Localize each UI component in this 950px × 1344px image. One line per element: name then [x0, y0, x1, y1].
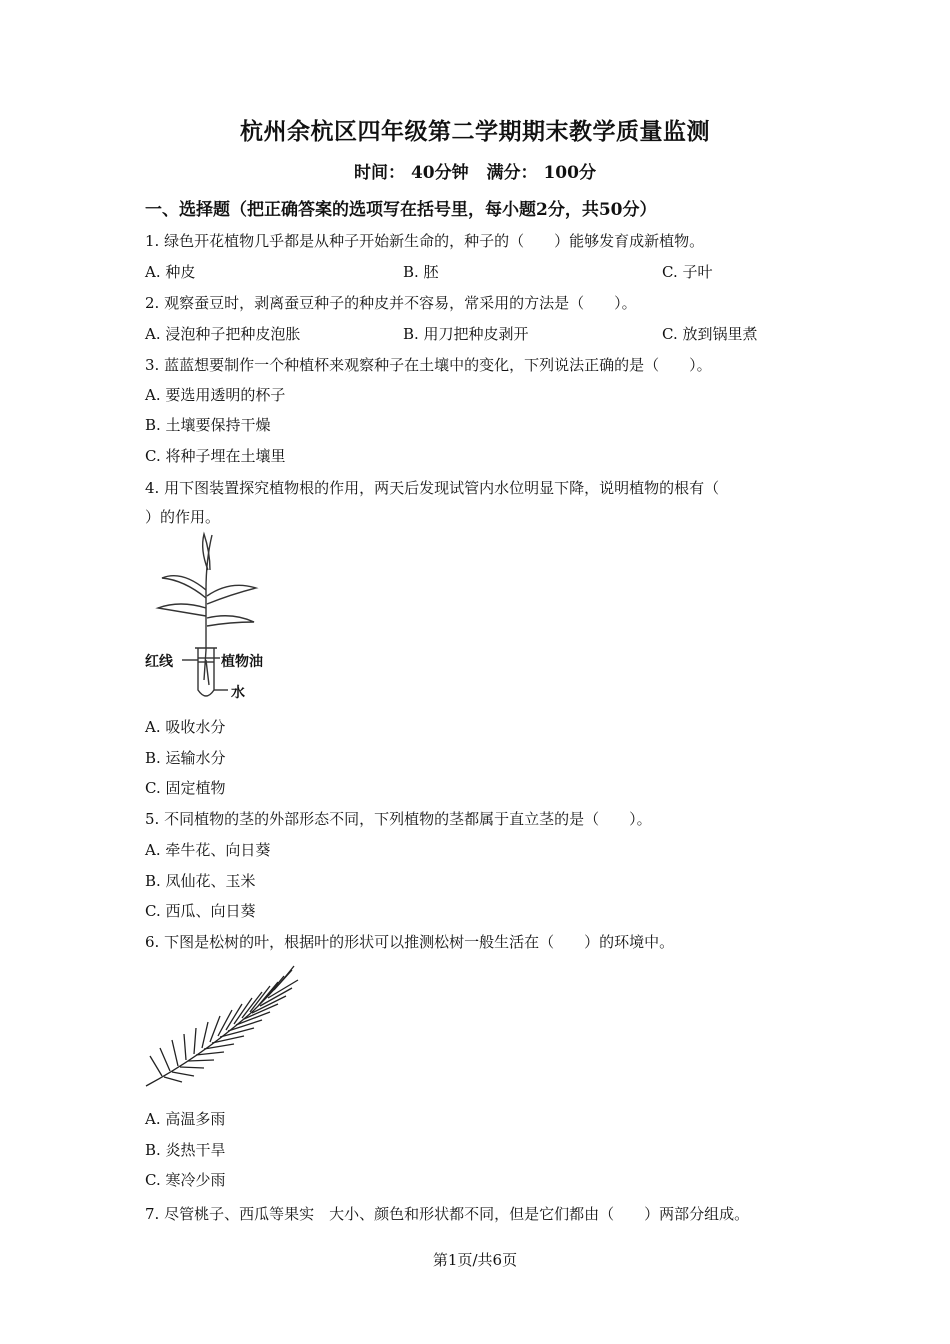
question-5-option-c: C. 西瓜、向日葵 [145, 902, 256, 920]
question-5-option-b: B. 凤仙花、玉米 [145, 872, 256, 890]
question-5-stem: 5. 不同植物的茎的外部形态不同，下列植物的茎都属于直立茎的是（ ）。 [145, 810, 652, 828]
question-3-option-b: B. 土壤要保持干燥 [145, 416, 271, 434]
plant-in-test-tube-figure [140, 530, 290, 710]
question-6-option-a: A. 高温多雨 [145, 1110, 226, 1128]
section-heading: 一、选择题（把正确答案的选项写在括号里，每小题2分，共50分） [145, 200, 657, 220]
exam-subtitle [0, 158, 950, 183]
time-limit: 时间： 40分钟 [354, 163, 469, 183]
question-6-stem: 6. 下图是松树的叶，根据叶的形状可以推测松树一般生活在（ ）的环境中。 [145, 933, 675, 951]
question-3-stem: 3. 蓝蓝想要制作一个种植杯来观察种子在土壤中的变化，下列说法正确的是（ ）。 [145, 356, 712, 374]
question-5-option-a: A. 牵牛花、向日葵 [145, 841, 271, 859]
question-4-stem: 4. 用下图装置探究植物根的作用，两天后发现试管内水位明显下降，说明植物的根有（ [145, 479, 720, 497]
question-4-option-c: C. 固定植物 [145, 779, 226, 797]
question-1-option-b: B. 胚 [403, 263, 439, 281]
question-2-option-b: B. 用刀把种皮剥开 [403, 325, 529, 343]
question-6-option-b: B. 炎热干旱 [145, 1141, 226, 1159]
figure-label-water: 水 [231, 685, 245, 701]
question-1-option-a: A. 种皮 [145, 263, 196, 281]
page-footer: 第1页/共6页 [432, 1251, 518, 1269]
exam-title: 杭州余杭区四年级第二学期期末教学质量监测 [240, 118, 710, 145]
pine-leaf-figure [142, 960, 307, 1095]
question-3-option-a: A. 要选用透明的杯子 [145, 386, 286, 404]
question-2-options [145, 323, 825, 345]
question-7-stem: 7. 尽管桃子、西瓜等果实 大小、颜色和形状都不同，但是它们都由（ ）两部分组成。 [145, 1205, 750, 1223]
question-1-stem: 1. 绿色开花植物几乎都是从种子开始新生命的，种子的（ ）能够发育成新植物。 [145, 232, 705, 250]
question-2-stem: 2. 观察蚕豆时，剥离蚕豆种子的种皮并不容易，常采用的方法是（ ）。 [145, 294, 637, 312]
question-4-option-b: B. 运输水分 [145, 749, 226, 767]
question-3-option-c: C. 将种子埋在土壤里 [145, 447, 286, 465]
question-2-option-a: A. 浸泡种子把种皮泡胀 [145, 325, 301, 343]
question-4-stem-cont: ）的作用。 [145, 508, 221, 526]
question-6-option-c: C. 寒冷少雨 [145, 1171, 226, 1189]
question-4-option-a: A. 吸收水分 [145, 718, 226, 736]
question-2-option-c: C. 放到锅里煮 [662, 325, 758, 343]
question-1-options [145, 261, 825, 283]
figure-label-red-line: 红线 [145, 654, 173, 670]
question-1-option-c: C. 子叶 [662, 263, 713, 281]
figure-label-oil: 植物油 [221, 654, 263, 670]
full-score: 满分： 100分 [486, 163, 596, 183]
